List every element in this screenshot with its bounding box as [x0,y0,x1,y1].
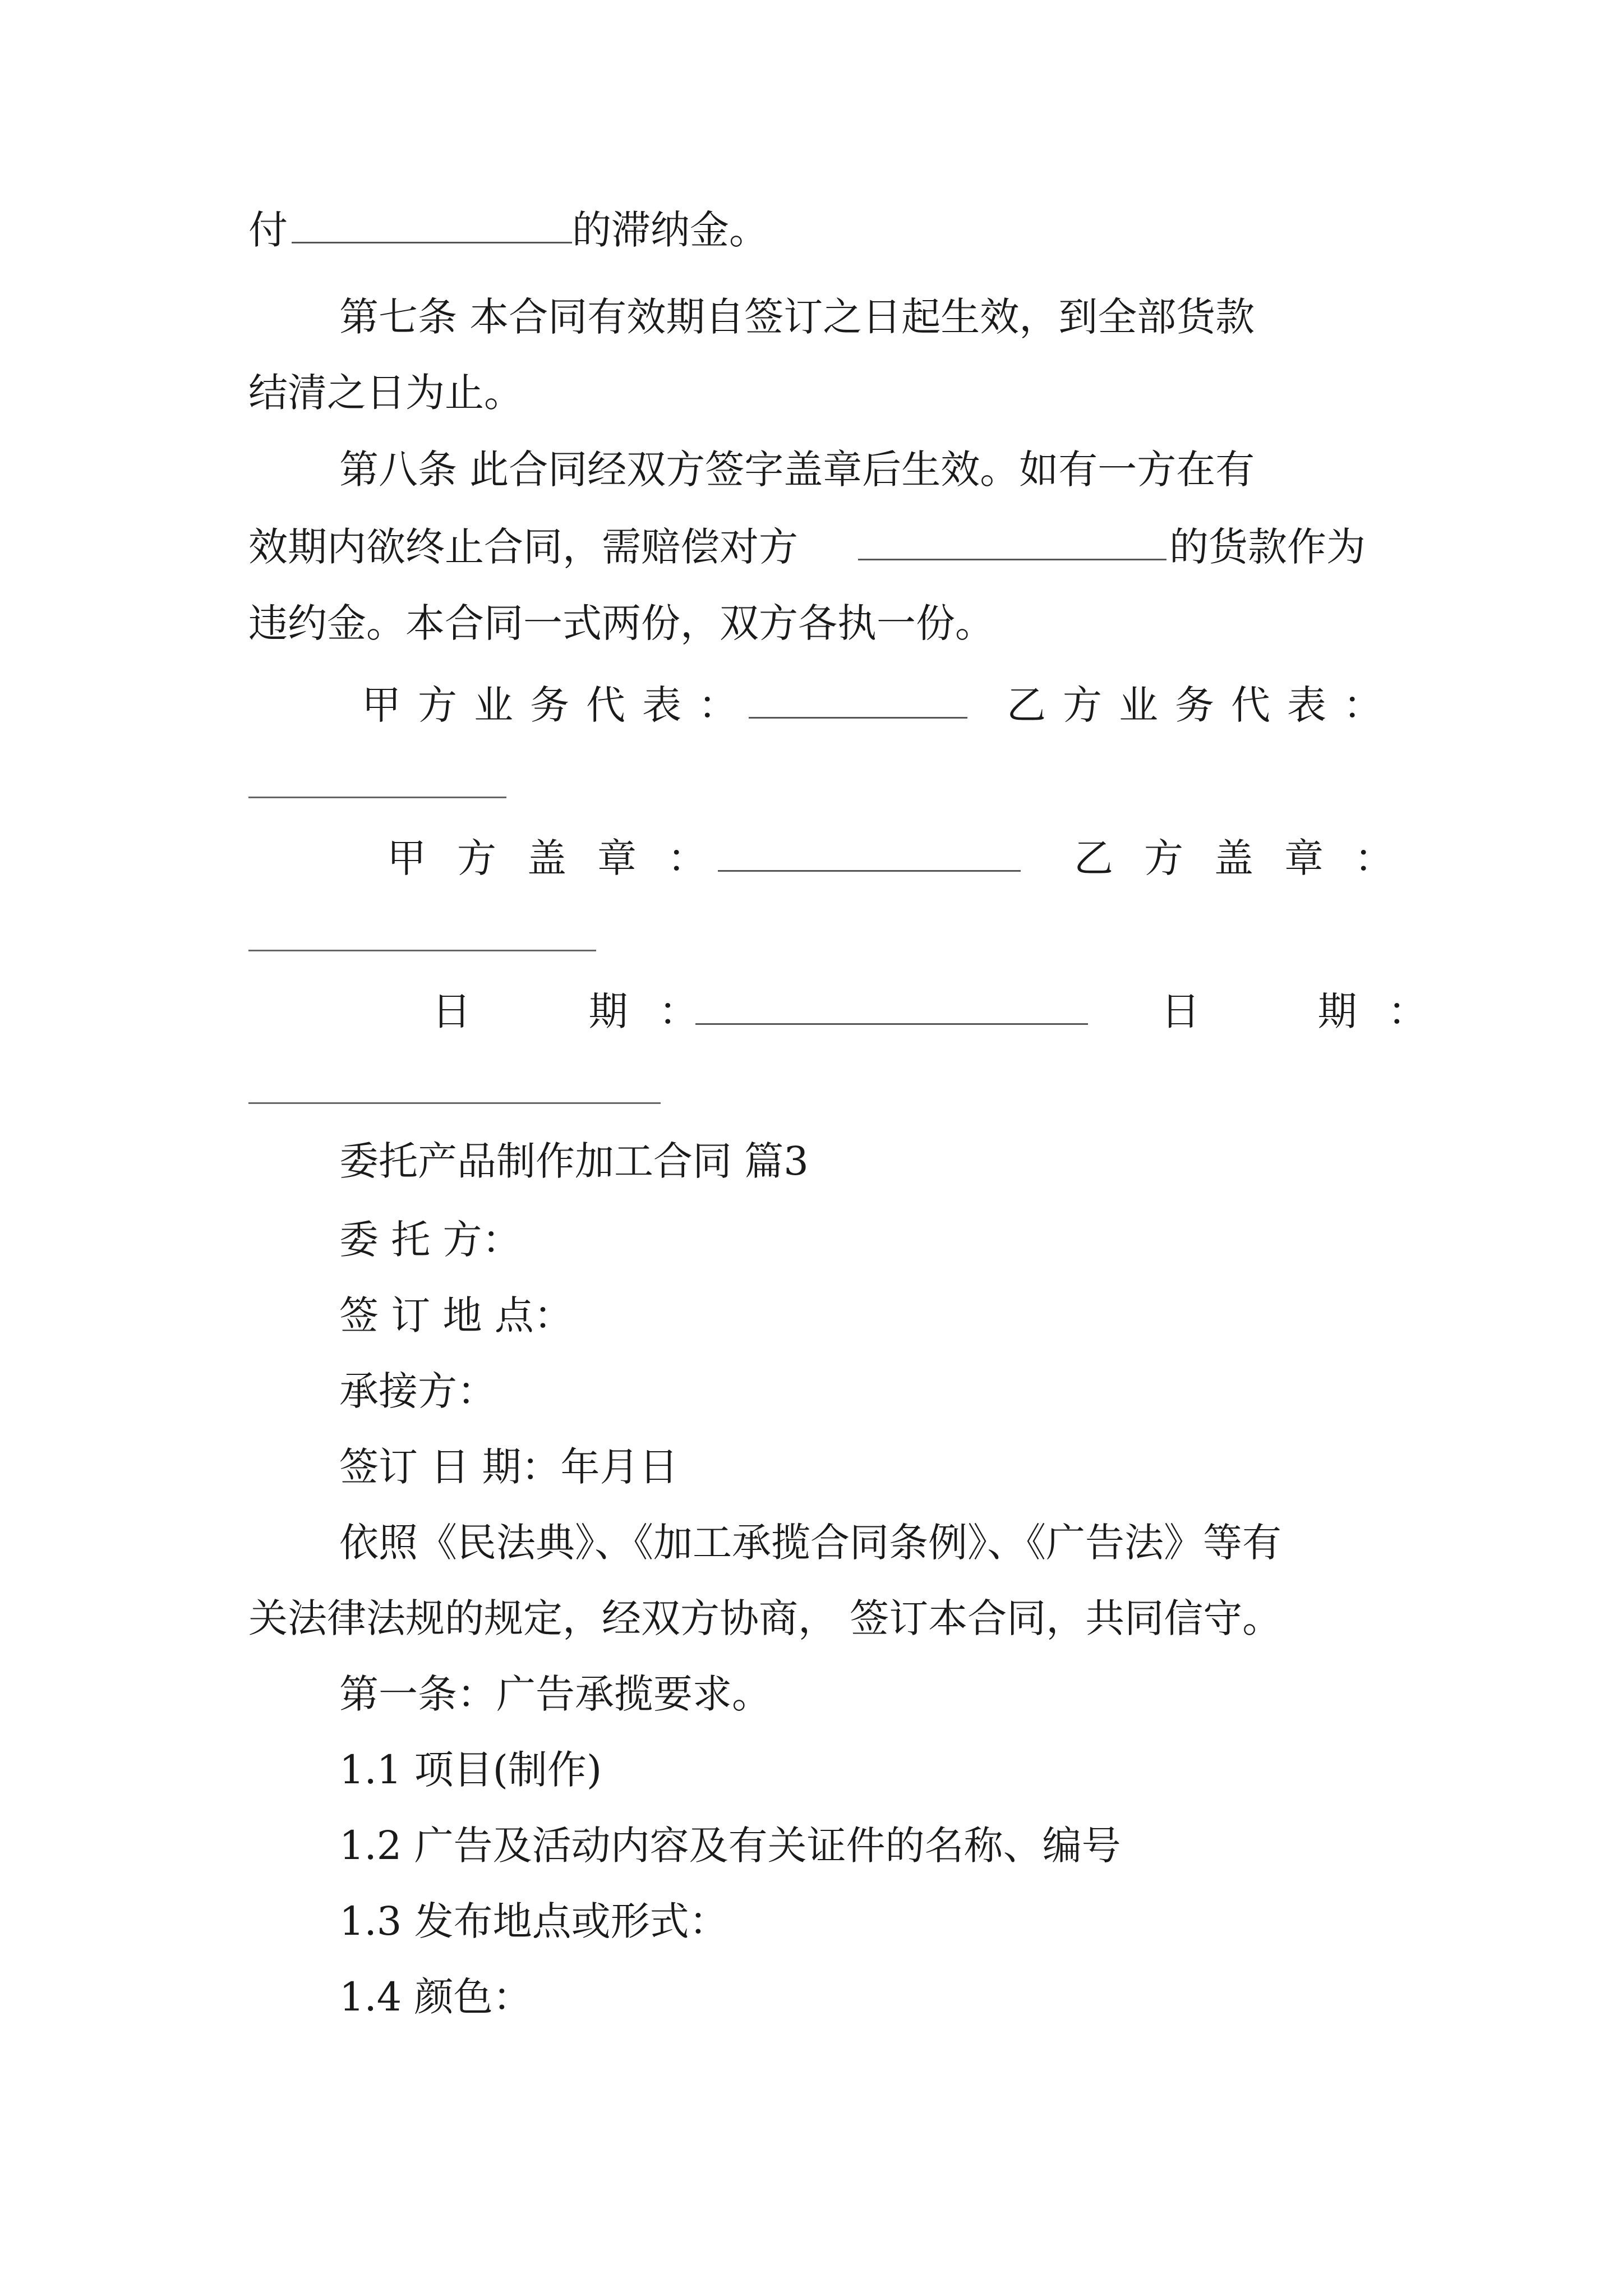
party-a-representative-blank [749,680,967,719]
party-a-date-label: 日 期： [432,988,729,1034]
contractor-label: 承接方： [339,1368,496,1414]
signing-date-label: 签订 日 期：年月日 [339,1444,679,1490]
article-7-line-1: 第七条 本合同有效期自签订之日起生效，到全部货款 [339,294,1255,340]
signing-place-label: 签 订 地 点： [339,1292,573,1338]
legal-basis-line-1: 依照《民法典》、《加工承揽合同条例》、《广告法》等有 [339,1520,1281,1566]
text-late-fee: 的滞纳金。 [572,207,768,253]
party-a-seal-label: 甲方盖章： [387,835,737,881]
party-b-representative-blank [248,797,506,798]
article-7-line-2: 结清之日为止。 [248,370,523,416]
late-fee-blank [292,205,572,243]
party-a-date-blank [695,986,1088,1025]
party-b-seal-label: 乙方盖章： [1074,835,1424,881]
signature-row-seal [0,833,1623,884]
item-1-1: 1.1 项目(制作) [339,1747,602,1793]
party-b-date-label: 日 期： [1161,988,1458,1034]
party-a-representative-label: 甲方业务代表： [362,682,754,728]
text-compensate: 效期内欲终止合同，需赔偿对方 [248,524,798,570]
text-fu: 付 [248,207,288,253]
signature-row-representative [0,680,1623,730]
item-1-3: 1.3 发布地点或形式： [339,1898,728,1944]
article-1-heading: 第一条：广告承揽要求。 [339,1671,771,1717]
compensation-blank [858,522,1166,560]
client-label: 委 托 方： [339,1217,522,1263]
party-a-seal-blank [718,833,1021,872]
legal-basis-line-2: 关法律法规的规定，经双方协商， 签订本合同，共同信守。 [248,1595,1282,1641]
party-b-date-blank [248,1102,661,1104]
item-1-2: 1.2 广告及活动内容及有关证件的名称、编号 [339,1823,1121,1869]
article-8-line-2 [0,522,1623,572]
party-b-representative-label: 乙方业务代表： [1007,682,1399,728]
item-1-4: 1.4 颜色： [339,1974,532,2020]
late-fee-line [0,205,1623,255]
article-8-line-3: 违约金。本合同一式两份，双方各执一份。 [248,600,994,646]
contract-3-title: 委托产品制作加工合同 篇3 [339,1138,809,1184]
article-8-line-1: 第八条 此合同经双方签字盖章后生效。如有一方在有 [339,447,1255,493]
signature-row-date [0,986,1623,1037]
text-as-penalty: 的货款作为 [1169,524,1366,570]
party-b-seal-blank [248,950,596,951]
